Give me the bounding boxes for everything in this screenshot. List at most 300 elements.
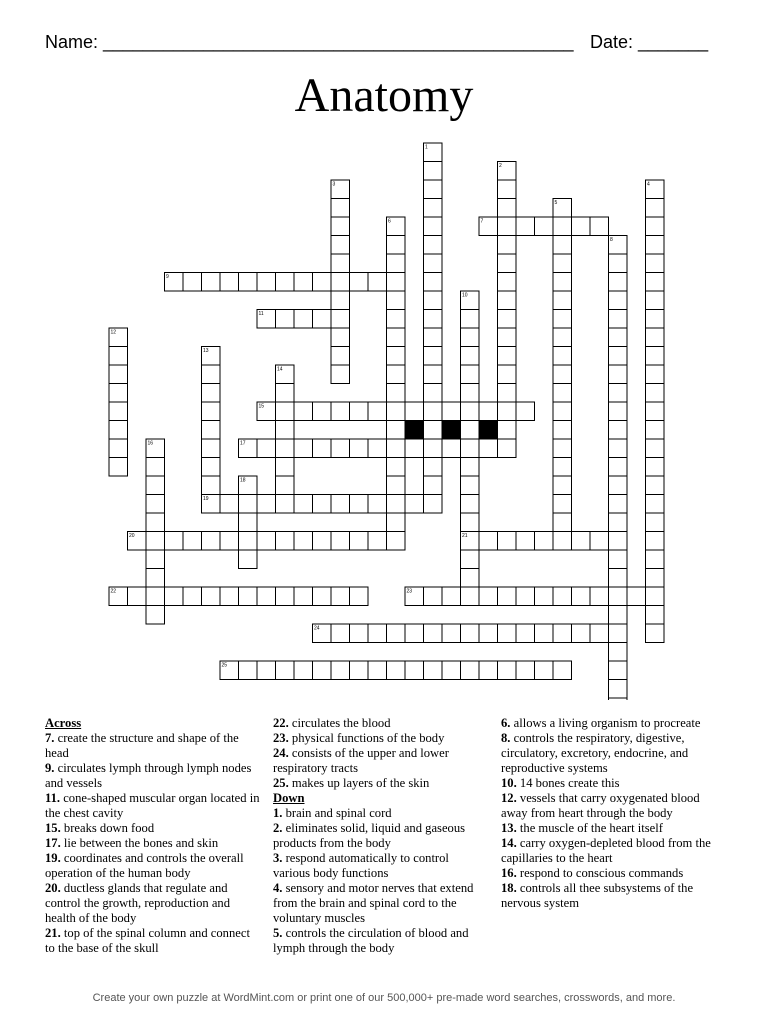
- crossword-cell[interactable]: [257, 439, 276, 458]
- crossword-cell[interactable]: [609, 273, 628, 292]
- crossword-cell[interactable]: [479, 624, 498, 643]
- crossword-cell[interactable]: [424, 347, 443, 366]
- crossword-cell[interactable]: [146, 569, 165, 588]
- crossword-cell[interactable]: [646, 273, 665, 292]
- crossword-cell[interactable]: [109, 421, 128, 440]
- crossword-cell[interactable]: [516, 661, 535, 680]
- crossword-cell[interactable]: [350, 532, 369, 551]
- crossword-cell[interactable]: [239, 273, 258, 292]
- crossword-cell[interactable]: [646, 347, 665, 366]
- crossword-block[interactable]: [442, 421, 461, 440]
- crossword-cell[interactable]: [424, 402, 443, 421]
- crossword-cell[interactable]: [553, 273, 572, 292]
- crossword-cell[interactable]: [276, 310, 295, 329]
- crossword-cell[interactable]: [368, 273, 387, 292]
- crossword-cell[interactable]: [498, 402, 517, 421]
- crossword-cell[interactable]: [331, 217, 350, 236]
- crossword-cell[interactable]: [146, 513, 165, 532]
- crossword-cell[interactable]: [331, 199, 350, 218]
- crossword-cell[interactable]: [387, 421, 406, 440]
- crossword-cell[interactable]: [553, 236, 572, 255]
- crossword-cell[interactable]: [646, 402, 665, 421]
- crossword-cell[interactable]: [424, 310, 443, 329]
- crossword-cell[interactable]: [646, 606, 665, 625]
- crossword-cell[interactable]: [609, 365, 628, 384]
- crossword-cell[interactable]: [424, 291, 443, 310]
- crossword-cell[interactable]: [516, 217, 535, 236]
- crossword-cell[interactable]: [220, 495, 239, 514]
- crossword-cell[interactable]: [387, 384, 406, 403]
- crossword-cell[interactable]: [387, 402, 406, 421]
- crossword-cell[interactable]: [128, 587, 147, 606]
- crossword-cell[interactable]: [424, 458, 443, 477]
- crossword-cell[interactable]: [479, 439, 498, 458]
- crossword-cell[interactable]: [387, 291, 406, 310]
- crossword-cell[interactable]: [331, 347, 350, 366]
- clue-text: circulates lymph through lymph nodes and vessels: [45, 761, 252, 790]
- crossword-cell[interactable]: [646, 217, 665, 236]
- crossword-cell[interactable]: [387, 347, 406, 366]
- crossword-cell[interactable]: [424, 180, 443, 199]
- crossword-cell[interactable]: [442, 624, 461, 643]
- crossword-cell[interactable]: [498, 532, 517, 551]
- crossword-cell[interactable]: [609, 513, 628, 532]
- crossword-cell[interactable]: [276, 476, 295, 495]
- crossword-cell[interactable]: [368, 624, 387, 643]
- crossword-cell[interactable]: [294, 661, 313, 680]
- crossword-cell[interactable]: [646, 328, 665, 347]
- crossword-cell[interactable]: [609, 254, 628, 273]
- crossword-cell[interactable]: [109, 384, 128, 403]
- crossword-cell[interactable]: [146, 495, 165, 514]
- crossword-cell[interactable]: [313, 495, 332, 514]
- crossword-cell[interactable]: [276, 439, 295, 458]
- crossword-cell[interactable]: [609, 698, 628, 700]
- crossword-cell[interactable]: [146, 458, 165, 477]
- across-clue: [45, 926, 260, 956]
- crossword-cell[interactable]: [479, 587, 498, 606]
- crossword-cell[interactable]: [424, 587, 443, 606]
- crossword-cell[interactable]: [646, 513, 665, 532]
- crossword-cell[interactable]: [350, 624, 369, 643]
- crossword-cell[interactable]: [424, 439, 443, 458]
- crossword-cell[interactable]: [609, 550, 628, 569]
- crossword-cell[interactable]: [387, 273, 406, 292]
- crossword-cell[interactable]: [646, 365, 665, 384]
- crossword-cell[interactable]: [553, 458, 572, 477]
- crossword-cell[interactable]: [553, 291, 572, 310]
- crossword-cell[interactable]: [572, 624, 591, 643]
- crossword-cell[interactable]: [331, 532, 350, 551]
- crossword-cell[interactable]: [498, 439, 517, 458]
- crossword-cell[interactable]: [646, 550, 665, 569]
- crossword-cell[interactable]: [609, 402, 628, 421]
- crossword-cell[interactable]: [368, 532, 387, 551]
- crossword-cell[interactable]: [331, 661, 350, 680]
- crossword-cell[interactable]: [331, 310, 350, 329]
- crossword-cell[interactable]: [313, 661, 332, 680]
- crossword-cell[interactable]: [516, 587, 535, 606]
- clue-text: top of the spinal column and connect to the base of the skull: [45, 926, 250, 955]
- crossword-cell[interactable]: [424, 236, 443, 255]
- crossword-cell[interactable]: [553, 513, 572, 532]
- crossword-cell[interactable]: [609, 532, 628, 551]
- crossword-cell[interactable]: [294, 532, 313, 551]
- crossword-cell[interactable]: [109, 402, 128, 421]
- crossword-cell[interactable]: [202, 476, 221, 495]
- crossword-cell[interactable]: [146, 587, 165, 606]
- crossword-cell[interactable]: [646, 439, 665, 458]
- crossword-cell[interactable]: [479, 661, 498, 680]
- crossword-cell[interactable]: [461, 624, 480, 643]
- crossword-cell[interactable]: [424, 624, 443, 643]
- crossword-cell[interactable]: [276, 273, 295, 292]
- crossword-cell[interactable]: [553, 661, 572, 680]
- crossword-cell[interactable]: [609, 476, 628, 495]
- crossword-cell[interactable]: [331, 587, 350, 606]
- across-clue: [273, 746, 488, 776]
- crossword-cell[interactable]: [183, 587, 202, 606]
- crossword-cell[interactable]: [202, 402, 221, 421]
- crossword-cell[interactable]: [535, 624, 554, 643]
- crossword-cell[interactable]: [331, 439, 350, 458]
- crossword-cell[interactable]: [553, 384, 572, 403]
- crossword-cell[interactable]: [646, 587, 665, 606]
- crossword-cell[interactable]: [609, 587, 628, 606]
- crossword-cell[interactable]: [609, 439, 628, 458]
- crossword-cell[interactable]: [405, 495, 424, 514]
- crossword-cell[interactable]: [239, 587, 258, 606]
- crossword-cell[interactable]: [387, 661, 406, 680]
- crossword-cell[interactable]: [257, 661, 276, 680]
- crossword-cell[interactable]: [572, 587, 591, 606]
- crossword-cell[interactable]: [109, 347, 128, 366]
- crossword-cell[interactable]: [276, 458, 295, 477]
- crossword-cell[interactable]: [239, 532, 258, 551]
- crossword-cell[interactable]: [553, 217, 572, 236]
- crossword-cell[interactable]: [276, 421, 295, 440]
- crossword-cell[interactable]: [294, 439, 313, 458]
- crossword-cell[interactable]: [646, 569, 665, 588]
- crossword-cell[interactable]: [609, 643, 628, 662]
- crossword-cell[interactable]: [313, 587, 332, 606]
- crossword-cell[interactable]: [609, 458, 628, 477]
- crossword-cell[interactable]: [461, 569, 480, 588]
- crossword-cell[interactable]: [498, 587, 517, 606]
- crossword-cell[interactable]: [405, 439, 424, 458]
- crossword-cell[interactable]: [461, 476, 480, 495]
- crossword-cell[interactable]: [498, 365, 517, 384]
- crossword-cell[interactable]: [294, 587, 313, 606]
- crossword-cell[interactable]: [368, 495, 387, 514]
- crossword-cell[interactable]: [553, 310, 572, 329]
- crossword-cell[interactable]: [498, 236, 517, 255]
- crossword-cell[interactable]: [146, 606, 165, 625]
- crossword-cell[interactable]: [202, 384, 221, 403]
- crossword-cell[interactable]: [202, 273, 221, 292]
- crossword-cell[interactable]: [183, 532, 202, 551]
- crossword-cell[interactable]: [535, 217, 554, 236]
- crossword-cell[interactable]: [461, 439, 480, 458]
- crossword-cell[interactable]: [202, 532, 221, 551]
- crossword-cell[interactable]: [553, 421, 572, 440]
- crossword-cell[interactable]: [461, 661, 480, 680]
- crossword-cell[interactable]: [239, 550, 258, 569]
- crossword-cell[interactable]: [646, 495, 665, 514]
- crossword-cell[interactable]: [257, 273, 276, 292]
- crossword-cell[interactable]: [257, 495, 276, 514]
- crossword-cell[interactable]: [553, 254, 572, 273]
- crossword-cell[interactable]: [646, 310, 665, 329]
- crossword-cell[interactable]: [590, 587, 609, 606]
- crossword-cell[interactable]: [313, 402, 332, 421]
- crossword-cell[interactable]: [424, 254, 443, 273]
- crossword-cell[interactable]: [294, 402, 313, 421]
- crossword-cell[interactable]: [387, 328, 406, 347]
- crossword-cell[interactable]: [609, 495, 628, 514]
- crossword-cell[interactable]: [424, 273, 443, 292]
- crossword-cell[interactable]: [646, 384, 665, 403]
- crossword-cell[interactable]: [276, 532, 295, 551]
- crossword-cell[interactable]: [442, 661, 461, 680]
- crossword-cell[interactable]: [442, 439, 461, 458]
- crossword-cell[interactable]: [498, 254, 517, 273]
- crossword-cell[interactable]: [313, 532, 332, 551]
- crossword-cell[interactable]: [331, 291, 350, 310]
- crossword-cell[interactable]: [276, 384, 295, 403]
- crossword-cell[interactable]: [553, 624, 572, 643]
- crossword-cell[interactable]: [479, 402, 498, 421]
- crossword-cell[interactable]: [646, 291, 665, 310]
- crossword-cell[interactable]: [146, 476, 165, 495]
- crossword-cell[interactable]: [239, 513, 258, 532]
- crossword-cell[interactable]: [498, 624, 517, 643]
- crossword-cell[interactable]: [646, 199, 665, 218]
- crossword-cell[interactable]: [146, 532, 165, 551]
- crossword-cell[interactable]: [387, 254, 406, 273]
- crossword-cell[interactable]: [553, 495, 572, 514]
- crossword-cell[interactable]: [609, 661, 628, 680]
- crossword-cell[interactable]: [331, 402, 350, 421]
- crossword-cell[interactable]: [572, 532, 591, 551]
- crossword-block[interactable]: [479, 421, 498, 440]
- crossword-cell[interactable]: [368, 402, 387, 421]
- crossword-cell[interactable]: [516, 624, 535, 643]
- crossword-cell[interactable]: [590, 624, 609, 643]
- crossword-cell[interactable]: [461, 587, 480, 606]
- crossword-cell[interactable]: [646, 254, 665, 273]
- crossword-cell[interactable]: [424, 162, 443, 181]
- crossword-cell[interactable]: [424, 199, 443, 218]
- crossword-cell[interactable]: [165, 587, 184, 606]
- crossword-cell[interactable]: [165, 532, 184, 551]
- crossword-cell[interactable]: [387, 532, 406, 551]
- crossword-cell[interactable]: [424, 421, 443, 440]
- crossword-cell[interactable]: [387, 458, 406, 477]
- crossword-cell[interactable]: [553, 587, 572, 606]
- crossword-cell[interactable]: [276, 587, 295, 606]
- crossword-cell[interactable]: [461, 402, 480, 421]
- crossword-cell[interactable]: [257, 587, 276, 606]
- crossword-cell[interactable]: [387, 476, 406, 495]
- crossword-cell[interactable]: [553, 532, 572, 551]
- crossword-cell[interactable]: [498, 217, 517, 236]
- crossword-cell[interactable]: [202, 439, 221, 458]
- crossword-cell[interactable]: [220, 273, 239, 292]
- crossword-cell[interactable]: [646, 236, 665, 255]
- crossword-cell[interactable]: [387, 439, 406, 458]
- crossword-cell[interactable]: [553, 365, 572, 384]
- crossword-cell[interactable]: [609, 606, 628, 625]
- crossword-cell[interactable]: [609, 291, 628, 310]
- crossword-cell[interactable]: [331, 365, 350, 384]
- crossword-cell[interactable]: [202, 421, 221, 440]
- crossword-cell[interactable]: [424, 661, 443, 680]
- crossword-cell[interactable]: [146, 550, 165, 569]
- crossword-cell[interactable]: [461, 347, 480, 366]
- crossword-cell[interactable]: [276, 661, 295, 680]
- crossword-cell[interactable]: [498, 310, 517, 329]
- crossword-cell[interactable]: [331, 495, 350, 514]
- crossword-cell[interactable]: [313, 310, 332, 329]
- crossword-cell[interactable]: [553, 347, 572, 366]
- crossword-cell[interactable]: [109, 439, 128, 458]
- crossword-cell[interactable]: [609, 569, 628, 588]
- crossword-cell[interactable]: [424, 217, 443, 236]
- crossword-cell[interactable]: [350, 587, 369, 606]
- crossword-cell[interactable]: [516, 532, 535, 551]
- crossword-cell[interactable]: [368, 661, 387, 680]
- crossword-cell[interactable]: [590, 532, 609, 551]
- crossword-cell[interactable]: [646, 532, 665, 551]
- crossword-cell[interactable]: [350, 661, 369, 680]
- crossword-cell[interactable]: [461, 384, 480, 403]
- crossword-cell[interactable]: [535, 661, 554, 680]
- crossword-cell[interactable]: [609, 680, 628, 699]
- crossword-cell[interactable]: [646, 624, 665, 643]
- crossword-cell[interactable]: [590, 217, 609, 236]
- crossword-cell[interactable]: [239, 495, 258, 514]
- crossword-cell[interactable]: [461, 421, 480, 440]
- crossword-cell[interactable]: [368, 439, 387, 458]
- crossword-cell[interactable]: [609, 624, 628, 643]
- crossword-cell[interactable]: [498, 661, 517, 680]
- crossword-cell[interactable]: [220, 587, 239, 606]
- crossword-cell[interactable]: [553, 402, 572, 421]
- crossword-cell[interactable]: [609, 328, 628, 347]
- crossword-cell[interactable]: [276, 402, 295, 421]
- crossword-block[interactable]: [405, 421, 424, 440]
- crossword-cell[interactable]: [424, 365, 443, 384]
- crossword-cell[interactable]: [202, 365, 221, 384]
- crossword-cell[interactable]: [646, 476, 665, 495]
- crossword-cell[interactable]: [350, 439, 369, 458]
- crossword-cell[interactable]: [498, 347, 517, 366]
- crossword-cell[interactable]: [387, 310, 406, 329]
- crossword-cell[interactable]: [498, 180, 517, 199]
- crossword-cell[interactable]: [313, 273, 332, 292]
- crossword-cell[interactable]: [461, 495, 480, 514]
- crossword-cell[interactable]: [331, 273, 350, 292]
- crossword-cell[interactable]: [202, 587, 221, 606]
- crossword-cell[interactable]: [405, 661, 424, 680]
- crossword-cell[interactable]: [313, 439, 332, 458]
- crossword-cell[interactable]: [387, 365, 406, 384]
- crossword-cell[interactable]: [535, 532, 554, 551]
- crossword-cell[interactable]: [442, 587, 461, 606]
- crossword-cell[interactable]: [498, 421, 517, 440]
- across-clue: [45, 851, 260, 881]
- crossword-cell[interactable]: [609, 347, 628, 366]
- crossword-cell[interactable]: [350, 402, 369, 421]
- crossword-cell[interactable]: [109, 365, 128, 384]
- crossword-cell[interactable]: [424, 328, 443, 347]
- crossword-cell[interactable]: [202, 458, 221, 477]
- crossword-cell[interactable]: [498, 291, 517, 310]
- crossword-cell[interactable]: [461, 458, 480, 477]
- crossword-cell[interactable]: [424, 476, 443, 495]
- crossword-cell[interactable]: [646, 458, 665, 477]
- crossword-cell[interactable]: [387, 495, 406, 514]
- crossword-cell[interactable]: [331, 624, 350, 643]
- crossword-cell[interactable]: [387, 513, 406, 532]
- crossword-cell[interactable]: [498, 273, 517, 292]
- crossword-cell[interactable]: [572, 217, 591, 236]
- crossword-cell[interactable]: [331, 328, 350, 347]
- crossword-cell[interactable]: [350, 495, 369, 514]
- crossword-cell[interactable]: [498, 328, 517, 347]
- crossword-cell[interactable]: [424, 384, 443, 403]
- crossword-cell[interactable]: [387, 236, 406, 255]
- crossword-cell[interactable]: [350, 273, 369, 292]
- crossword-cell[interactable]: [535, 587, 554, 606]
- crossword-cell[interactable]: [609, 384, 628, 403]
- crossword-cell[interactable]: [461, 310, 480, 329]
- crossword-cell[interactable]: [331, 236, 350, 255]
- crossword-cell[interactable]: [461, 328, 480, 347]
- crossword-cell[interactable]: [498, 199, 517, 218]
- crossword-cell[interactable]: [387, 624, 406, 643]
- crossword-cell[interactable]: [294, 310, 313, 329]
- crossword-cell[interactable]: [479, 532, 498, 551]
- crossword-cell[interactable]: [442, 402, 461, 421]
- crossword-cell[interactable]: [553, 328, 572, 347]
- crossword-cell[interactable]: [627, 587, 646, 606]
- crossword-cell[interactable]: [276, 495, 295, 514]
- crossword-cell[interactable]: [461, 365, 480, 384]
- crossword-cell[interactable]: [405, 624, 424, 643]
- crossword-cell[interactable]: [646, 421, 665, 440]
- crossword-cell[interactable]: [461, 550, 480, 569]
- crossword-cell[interactable]: [294, 495, 313, 514]
- crossword-cell[interactable]: [553, 476, 572, 495]
- crossword-cell[interactable]: [294, 273, 313, 292]
- crossword-cell[interactable]: [220, 532, 239, 551]
- crossword-cell[interactable]: [498, 384, 517, 403]
- crossword-cell[interactable]: [516, 402, 535, 421]
- crossword-cell[interactable]: [109, 458, 128, 477]
- crossword-cell[interactable]: [257, 532, 276, 551]
- crossword-cell[interactable]: [424, 495, 443, 514]
- crossword-cell[interactable]: [461, 513, 480, 532]
- crossword-cell[interactable]: [239, 661, 258, 680]
- crossword-cell[interactable]: [553, 439, 572, 458]
- crossword-cell[interactable]: [331, 254, 350, 273]
- crossword-cell[interactable]: [405, 402, 424, 421]
- crossword-cell[interactable]: [609, 310, 628, 329]
- crossword-cell[interactable]: [183, 273, 202, 292]
- crossword-cell[interactable]: [609, 421, 628, 440]
